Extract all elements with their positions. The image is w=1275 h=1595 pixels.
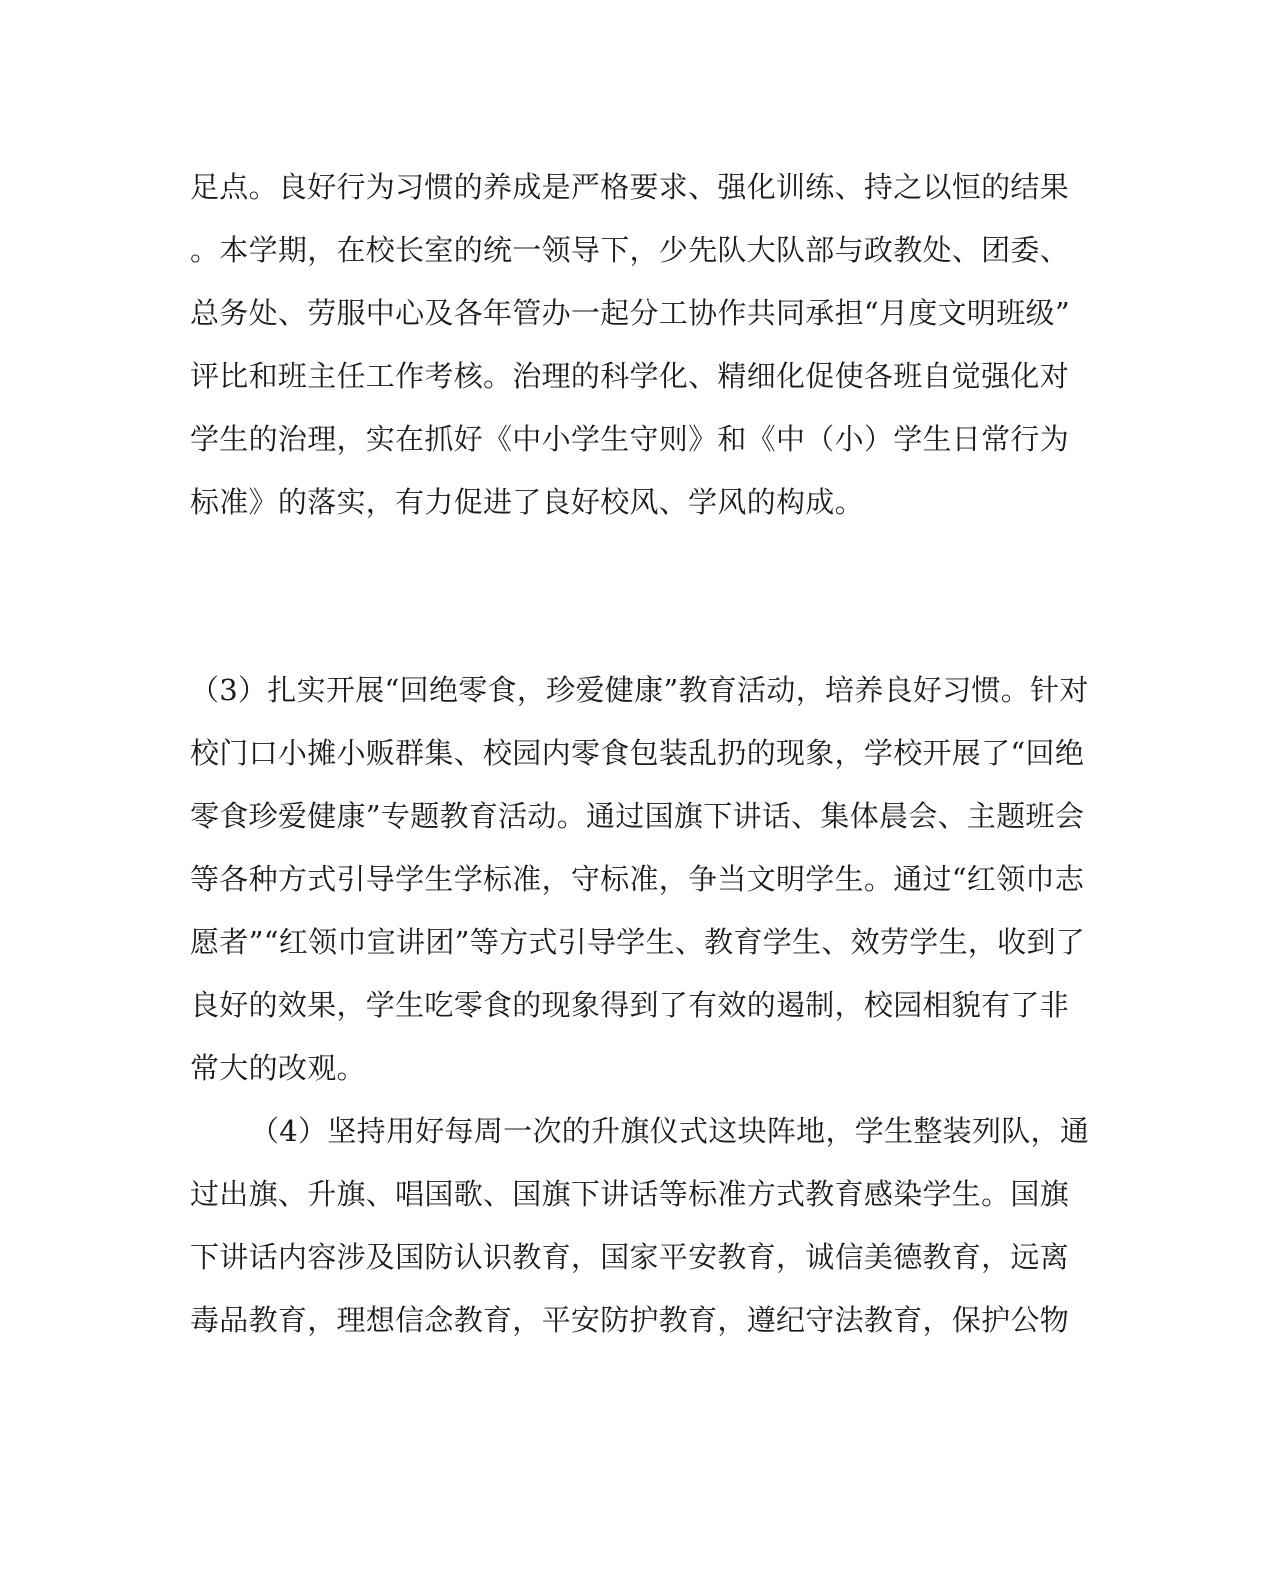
text-line: 评比和班主任工作考核。治理的科学化、精细化促使各班自觉强化对 xyxy=(190,359,1070,393)
text-line: 毒品教育，理想信念教育，平安防护教育，遵纪守法教育，保护公物 xyxy=(190,1303,1070,1337)
text-line: 等各种方式引导学生学标准，守标准，争当文明学生。通过“红领巾志 xyxy=(190,862,1085,896)
text-line: （3）扎实开展“回绝零食，珍爱健康”教育活动，培养良好习惯。针对 xyxy=(190,673,1089,707)
text-line: （4）坚持用好每周一次的升旗仪式这块阵地，学生整装列队，通 xyxy=(250,1114,1090,1148)
text-line: 过出旗、升旗、唱国歌、国旗下讲话等标准方式教育感染学生。国旗 xyxy=(190,1177,1070,1211)
text-line: 足点。良好行为习惯的养成是严格要求、强化训练、持之以恒的结果 xyxy=(190,170,1070,204)
text-line: 。本学期，在校长室的统一领导下，少先队大队部与政教处、团委、 xyxy=(190,233,1070,267)
text-line: 愿者”“红领巾宣讲团”等方式引导学生、教育学生、效劳学生，收到了 xyxy=(190,925,1086,959)
text-line: 常大的改观。 xyxy=(190,1051,366,1085)
text-line: 良好的效果，学生吃零食的现象得到了有效的遏制，校园相貌有了非 xyxy=(190,988,1070,1022)
text-line: 下讲话内容涉及国防认识教育，国家平安教育，诚信美德教育，远离 xyxy=(190,1240,1070,1274)
text-line: 学生的治理，实在抓好《中小学生守则》和《中（小）学生日常行为 xyxy=(190,422,1070,456)
text-line: 总务处、劳服中心及各年管办一起分工协作共同承担“月度文明班级” xyxy=(190,296,1070,330)
text-line: 校门口小摊小贩群集、校园内零食包装乱扔的现象，学校开展了“回绝 xyxy=(190,736,1085,770)
text-line: 标准》的落实，有力促进了良好校风、学风的构成。 xyxy=(190,485,864,519)
text-line: 零食珍爱健康”专题教育活动。通过国旗下讲话、集体晨会、主题班会 xyxy=(190,799,1085,833)
